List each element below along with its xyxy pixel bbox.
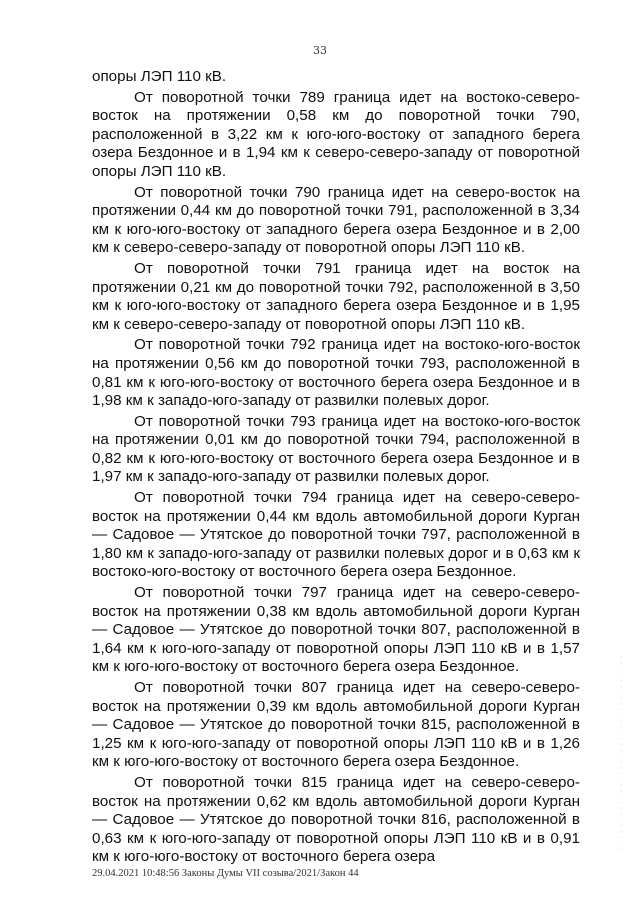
paragraph-point-794: От поворотной точки 794 граница идет на северо-северо-восток на протяжении 0,44 км вдоль автомобильной дороги Курган — Садовое — Утятское до поворотной точки 797, расположенной в 1,80 км к западо-юго-западу от развилки полевых дорог и в 0,63 км к востоко-юго-востоку от восточного берега озера Бездонное. bbox=[92, 489, 580, 581]
margin-stamp-watermark: · · · · · · · · · · · · · · · · · · · · · · · · · · · · · · · · · · bbox=[619, 655, 626, 850]
paragraph-point-793: От поворотной точки 793 граница идет на востоко-юго-восток на протяжении 0,01 км до поворотной точки 794, расположенной в 0,82 км к юго-юго-востоку от восточного берега озера Бездонное и в 1,97 км к западо-юго-западу от развилки полевых дорог. bbox=[92, 412, 580, 486]
paragraph-point-789: От поворотной точки 789 граница идет на востоко-северо-восток на протяжении 0,58 км до поворотной точки 790, расположенной в 3,22 км к юго-юго-востоку от западного берега озера Бездонное и в 1,94 км к северо-северо-западу от поворотной опоры ЛЭП 110 кВ. bbox=[92, 88, 580, 180]
paragraph-point-815: От поворотной точки 815 граница идет на северо-северо-восток на протяжении 0,62 км вдоль автомобильной дороги Курган — Садовое — Утятское до поворотной точки 816, расположенной в 0,63 км к юго-юго-западу от поворотной опоры ЛЭП 110 кВ и в 0,91 км к юго-юго-востоку от восточного берега озера bbox=[92, 773, 580, 866]
paragraph-point-790: От поворотной точки 790 граница идет на северо-восток на протяжении 0,44 км до поворотной точки 791, расположенной в 3,34 км к юго-юго-востоку от западного берега озера Бездонное и в 2,00 км к северо-северо-западу от поворотной опоры ЛЭП 110 кВ. bbox=[92, 183, 580, 257]
document-footer: 29.04.2021 10:48:56 Законы Думы VII созыва/2021/Закон 44 bbox=[92, 868, 359, 879]
page-number: 33 bbox=[313, 44, 327, 57]
paragraph-point-807: От поворотной точки 807 граница идет на северо-северо-восток на протяжении 0,39 км вдоль автомобильной дороги Курган — Садовое — Утятское до поворотной точки 815, расположенной в 1,25 км к юго-юго-западу от поворотной опоры ЛЭП 110 кВ и в 1,26 км к юго-юго-востоку от восточного берега озера Бездонное. bbox=[92, 679, 580, 771]
paragraph-point-792: От поворотной точки 792 граница идет на востоко-юго-восток на протяжении 0,56 км до поворотной точки 793, расположенной в 0,81 км к юго-юго-востоку от восточного берега озера Бездонное и в 1,98 км к западо-юго-западу от развилки полевых дорог. bbox=[92, 336, 580, 410]
document-body bbox=[92, 68, 580, 869]
paragraph-point-791: От поворотной точки 791 граница идет на восток на протяжении 0,21 км до поворотной точки 792, расположенной в 3,50 км к юго-юго-востоку от западного берега озера Бездонное и в 1,95 км к северо-северо-западу от поворотной опоры ЛЭП 110 кВ. bbox=[92, 259, 580, 333]
paragraph-continuation: опоры ЛЭП 110 кВ. bbox=[92, 68, 227, 85]
paragraph-point-797: От поворотной точки 797 граница идет на северо-северо-восток на протяжении 0,38 км вдоль автомобильной дороги Курган — Садовое — Утятское до поворотной точки 807, расположенной в 1,64 км к юго-юго-западу от поворотной опоры ЛЭП 110 кВ и в 1,57 км к юго-юго-востоку от восточного берега озера Бездонное. bbox=[92, 584, 580, 676]
